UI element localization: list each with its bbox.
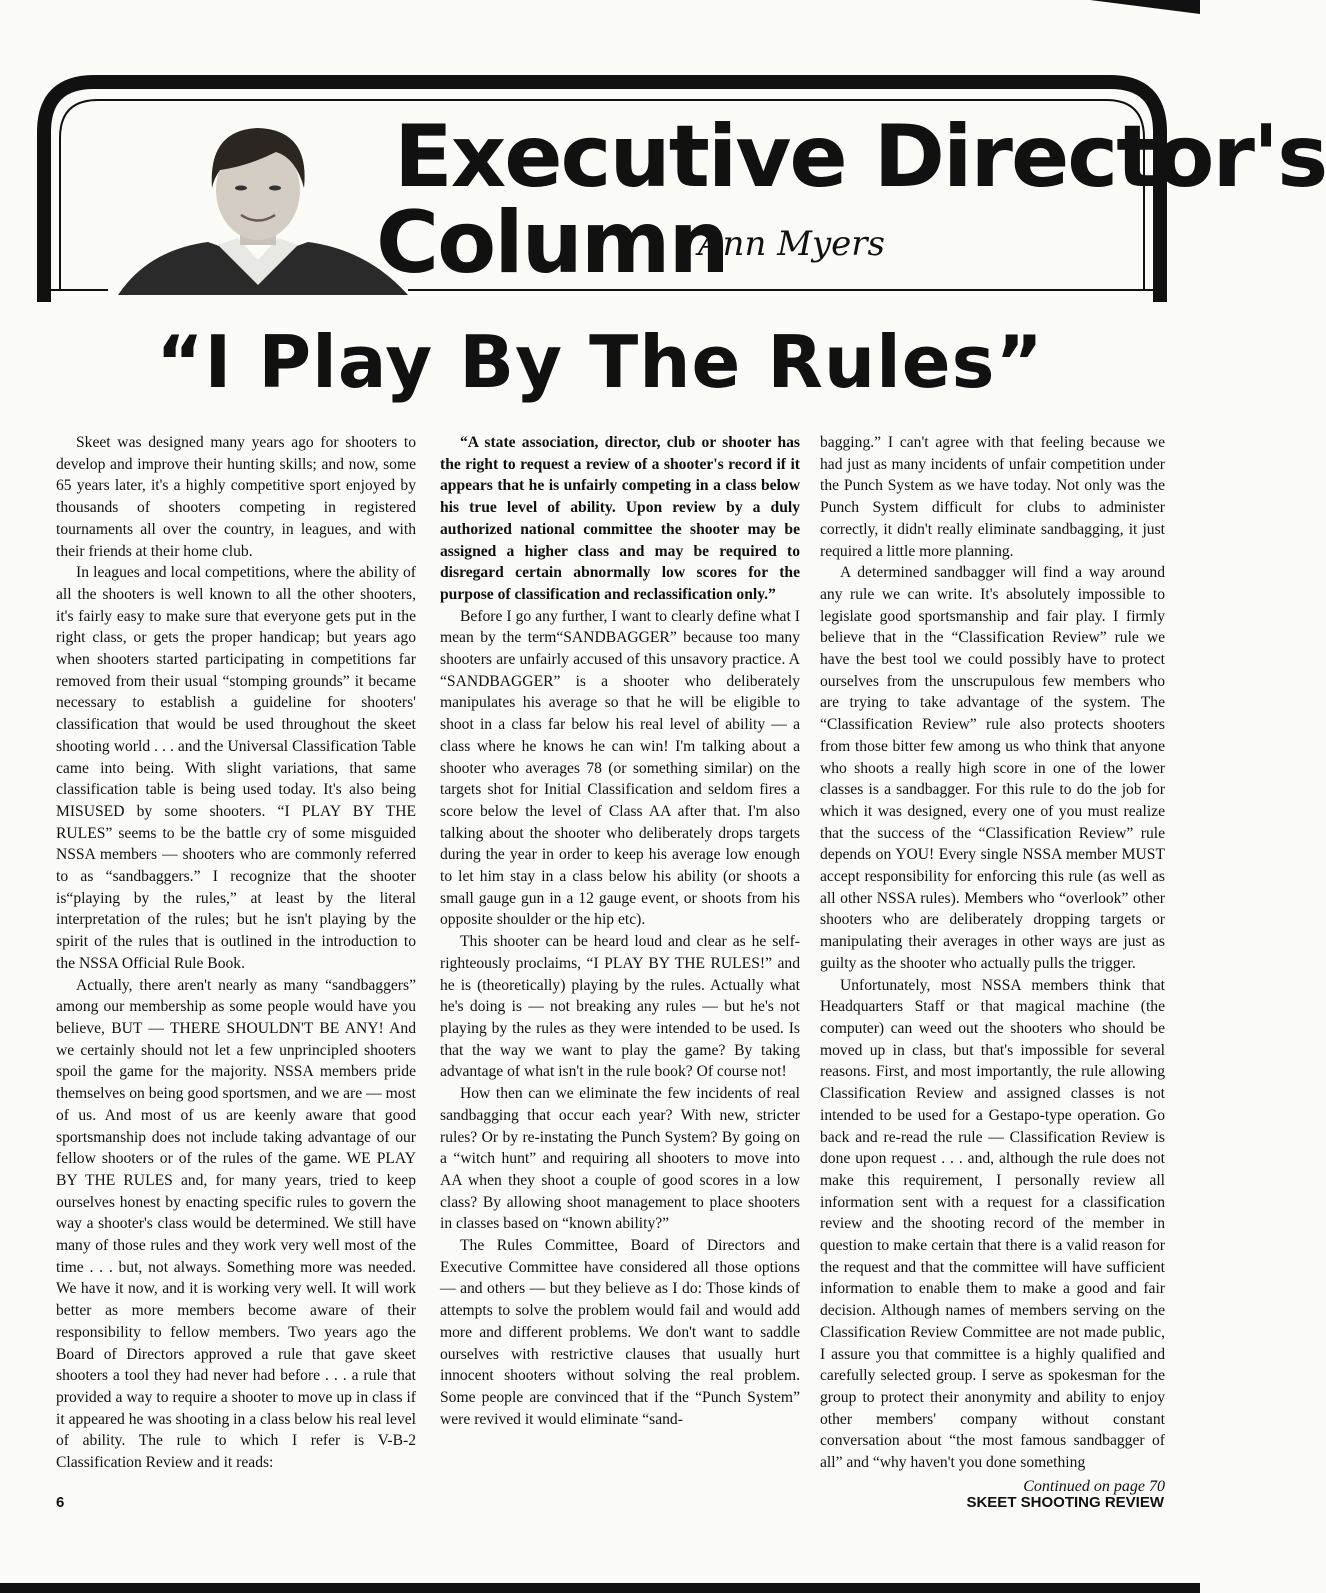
page-number: 6 [56,1494,65,1511]
column-banner [38,62,1326,302]
paragraph: Before I go any further, I want to clearly define what I mean by the term“SANDBAGGER” because too many shooters are unfairly accused of this unsavory practice. A “SANDBAGGER” is a shooter who deliberately manipulates his average so that he will be eligible to shoot in a class far below his real level of ability — a class where he knows he can win! I'm talking about a shooter who averages 78 (or something similar) on the targets shot for Initial Classification and seldom fires a score below the level of Class AA after that. I'm also talking about the shooter who deliberately drops targets during the year in order to keep his average low enough to let him stay in a class below his ability (or shoots a small gauge gun in a 12 gauge event, or shoots from his opposite shoulder or the hip etc). [440,607,800,929]
continued-note: Continued on page 70 [1023,1477,1165,1495]
article-column-2 [440,432,800,1484]
article-title: “I Play By The Rules” [156,320,1044,404]
rule-quote: “A state association, director, club or shooter has the right to request a review of a shooter's record if it appears that he is unfairly competing in a class below his true level of ability. Upon review by a duly authorized national committee the shooter may be assigned a higher class and may be required to disregard certain abnormally low scores for the purpose of classification and reclassification only.” [440,434,800,603]
header-title-line1: Executive Director's [394,107,1326,207]
paragraph: bagging.” I can't agree with that feeling because we had just as many incidents of unfair competition under the Punch System as we have today. Not only was the Punch System difficult for clubs to administer correctly, it didn't really eliminate sandbagging, it just required a little more planning. [820,434,1165,560]
paragraph: This shooter can be heard loud and clear as he self-righteously proclaims, “I PLAY BY THE RULES!” and he is (theoretically) playing by the rules. Actually what he's doing is — not breaking any rules — but he's not playing by the rules as they were intended to be used. Is that the way we want to play the game? By taking advantage of what isn't in the rule book? Of course not! [440,933,800,1081]
paragraph: The Rules Committee, Board of Directors and Executive Committee have considered all those options — and others — but they believe as I do: Those kinds of attempts to solve the problem would fail and would add more and different problems. We don't want to saddle ourselves with restrictive clauses that usually hurt innocent shooters without solving the real problem. Some people are convinced that if the “Punch System” were revived it would eliminate “sand- [440,1237,800,1428]
article-column-3 [820,432,1165,1495]
corner-mark [1090,0,1200,14]
paragraph: Actually, there aren't nearly as many “sandbaggers” among our membership as some people would have you believe, BUT — THERE SHOULDN'T BE ANY! And we certainly should not let a few unprincipled shooters spoil the game for the majority. NSSA members pride themselves on being good sportsmen, and we are — most of us. And most of us are keenly aware that good sportsmanship does not include taking advantage of our fellow shooters or of the rules of the game. WE PLAY BY THE RULES and, for many years, tried to keep ourselves honest by enacting specific rules to govern the way a shooter's class would be determined. We still have many of those rules and they work very well most of the time . . . but, not always. Something more was needed. We have it now, and it is working very well. It will work better as more members become aware of their responsibility to fellow members. Two years ago the Board of Directors approved a rule that gave skeet shooters a tool they had never had before . . . a rule that provided a way to require a shooter to move up in class if it appeared he was shooting in a class below his real level of ability. The rule to which I refer is V-B-2 Classification Review and it reads: [56,976,416,1472]
paragraph: Skeet was designed many years ago for shooters to develop and improve their hunting skills; and now, some 65 years later, it's a highly competitive sport enjoyed by thousands of shooters competing in registered tournaments all over the country, in leagues, and with their friends at their home club. [56,434,416,560]
paragraph: Unfortunately, most NSSA members think that Headquarters Staff or that magical machine (the computer) can weed out the shooters who should be moved up in class, but that's impossible for several reasons. First, and most importantly, the rule allowing Classification Review and assigned classes is not intended to be used for a Gestapo-type operation. Go back and re-read the rule — Classification Review is done upon request . . . and, although the rule does not make this requirement, I personally review all information sent with a request for a classification review and the shooting record of the member in question to make certain that there is a valid reason for the request and that the committee will have sufficient information to enable them to make a good and fair decision. Although names of members serving on the Classification Review Committee are not made public, I assure you that committee is a highly qualified and carefully selected group. I serve as spokesman for the group to protect their anonymity and ability to enjoy other members' company without constant conversation about “the most famous sandbagger of all” and “why haven't you done something [820,976,1165,1472]
paragraph: How then can we eliminate the few incidents of real sandbagging that occur each year? With new, stricter rules? Or by re-instating the Punch System? By going on a “witch hunt” and requiring all shooters to move into AA when they shoot a couple of good scores in a low class? By allowing shoot management to place shooters in classes based on “known ability?” [440,1085,800,1233]
bottom-bar [0,1583,1200,1593]
magazine-name: SKEET SHOOTING REVIEW [966,1494,1164,1511]
article-column-1 [56,432,416,1484]
paragraph: A determined sandbagger will find a way around any rule we can write. It's absolutely impossible to legislate good sportsmanship and fair play. I firmly believe that in the “Classification Review” rule we have the best tool we could possibly have to protect ourselves from the unscrupulous few members who are trying to take advantage of the system. The “Classification Review” rule also protects shooters from those bitter few among us who think that anyone who shoots a really high score in one of the lower classes is a sandbagger. For this rule to do the job for which it was designed, every one of you must realize that the success of the “Classification Review” rule depends on YOU! Every single NSSA member MUST accept responsibility for enforcing this rule (as well as all other NSSA rules). Members who “overlook” other shooters who are deliberately dropping targets or manipulating their averages in other ways are just as guilty as the shooter who actually pulls the trigger. [820,564,1165,972]
author-signature: Ann Myers [698,224,885,264]
paragraph: In leagues and local competitions, where the ability of all the shooters is well known to all the other shooters, it's fairly easy to make sure that everyone gets put in the right class, or gets the proper handicap; but years ago when shooters started participating in competitions far removed from their usual “stomping grounds” it became necessary to establish a guideline for shooters' classification that would be used throughout the skeet shooting world . . . and the Universal Classification Table came into being. With slight variations, that same classification table is being used today. It's also being MISUSED by some shooters. “I PLAY BY THE RULES” seems to be the battle cry of some misguided NSSA members — shooters who are commonly referred to as “sandbaggers.” I recognize that the shooter is“playing by the rules,” at least by the literal interpretation of the rules; but he isn't playing by the spirit of the rules that is outlined in the introduction to the NSSA Official Rule Book. [56,564,416,972]
portrait-photo [108,110,408,295]
header-title-line2: Column [376,193,728,293]
